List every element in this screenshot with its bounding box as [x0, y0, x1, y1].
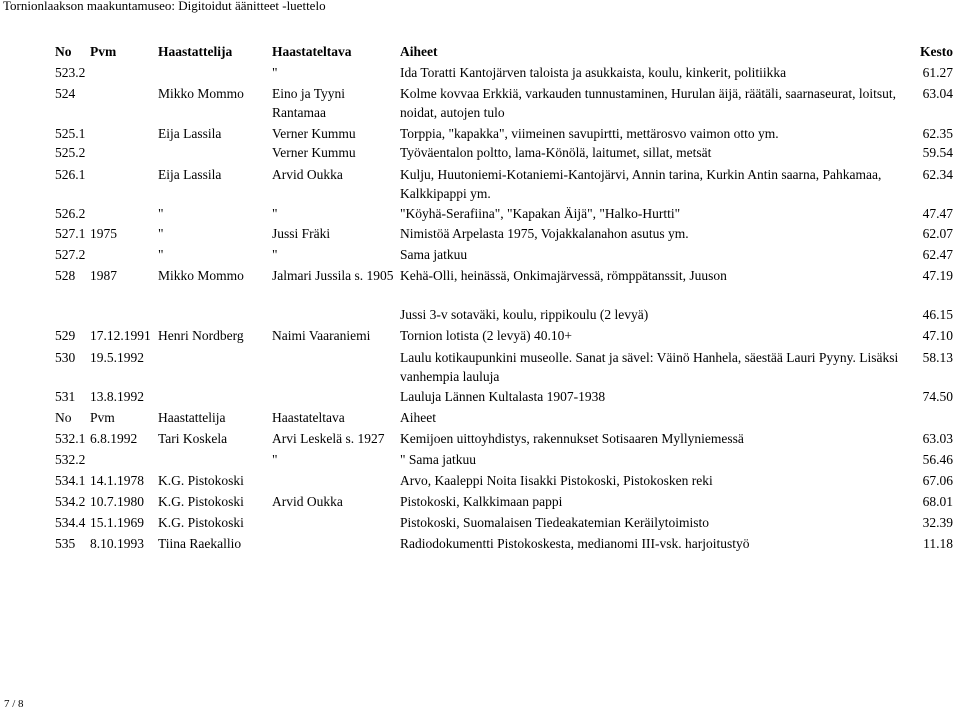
- cell-kesto: 63.03: [922, 431, 953, 446]
- document-title: Tornionlaakson maakuntamuseo: Digitoidut äänitteet -luettelo: [3, 0, 326, 13]
- cell-no: 527.2: [55, 247, 86, 262]
- cell-haastateltava: Jalmari Jussila s. 1905: [272, 268, 394, 283]
- cell-aiheet: Kulju, Huutoniemi-Kotaniemi-Kantojärvi, Annin tarina, Kurkin Antin saarna, Pahkamaa, Kalkkipappi ym.: [400, 167, 882, 201]
- cell-kesto: 62.35: [922, 126, 953, 141]
- cell-haastattelija: ": [158, 247, 164, 262]
- cell-haastattelija: ": [158, 206, 164, 221]
- cell-aiheet: Lauluja Lännen Kultalasta 1907-1938: [400, 389, 606, 404]
- cell-kesto: 61.27: [922, 65, 953, 80]
- cell-no: 525.2: [55, 145, 86, 160]
- cell-haastattelija: Mikko Mommo: [158, 86, 244, 101]
- cell-haastateltava: Arvid Oukka: [272, 167, 343, 182]
- cell-haastateltava: ": [272, 65, 278, 80]
- cell-haastattelija: ": [158, 226, 164, 241]
- cell-no: 524: [55, 86, 76, 101]
- cell-haastateltava: Arvid Oukka: [272, 494, 343, 509]
- cell-haastateltava: Eino ja Tyyni Rantamaa: [272, 86, 346, 120]
- cell-aiheet: Kemijoen uittoyhdistys, rakennukset Sotisaaren Myllyniemessä: [400, 431, 744, 446]
- cell-no: 529: [55, 328, 76, 343]
- cell-no: 534.2: [55, 494, 86, 509]
- cell-haastattelija: Mikko Mommo: [158, 268, 244, 283]
- cell-haastattelija: Tari Koskela: [158, 431, 228, 446]
- subheader-no: No: [55, 410, 72, 425]
- cell-haastateltava: Verner Kummu: [272, 145, 356, 160]
- cell-haastattelija: Eija Lassila: [158, 167, 222, 182]
- cell-no: 526.2: [55, 206, 86, 221]
- cell-no: 532.1: [55, 431, 86, 446]
- cell-pvm: 13.8.1992: [90, 389, 144, 404]
- cell-pvm: 19.5.1992: [90, 350, 144, 365]
- cell-aiheet: Sama jatkuu: [400, 247, 468, 262]
- cell-kesto: 47.47: [922, 206, 953, 221]
- cell-haastattelija: Tiina Raekallio: [158, 536, 242, 551]
- header-haastattelija: Haastattelija: [158, 44, 233, 59]
- cell-kesto: 11.18: [923, 536, 953, 551]
- cell-no: 523.2: [55, 65, 86, 80]
- cell-kesto: 59.54: [922, 145, 953, 160]
- page-number: 7 / 8: [4, 698, 24, 710]
- cell-aiheet: "Köyhä-Serafiina", "Kapakan Äijä", "Halko-Hurtti": [400, 206, 681, 221]
- subheader-aiheet: Aiheet: [400, 410, 436, 425]
- cell-aiheet: Ida Toratti Kantojärven taloista ja asukkaista, koulu, kinkerit, politiikka: [400, 65, 787, 80]
- cell-haastattelija: K.G. Pistokoski: [158, 494, 244, 509]
- cell-no: 526.1: [55, 167, 86, 182]
- cell-no: 530: [55, 350, 76, 365]
- cell-haastattelija: K.G. Pistokoski: [158, 473, 244, 488]
- cell-no: 534.4: [55, 515, 86, 530]
- cell-pvm: 10.7.1980: [90, 494, 144, 509]
- cell-kesto: 62.07: [922, 226, 953, 241]
- cell-aiheet: Pistokoski, Suomalaisen Tiedeakatemian Keräilytoimisto: [400, 515, 709, 530]
- cell-kesto: 32.39: [922, 515, 953, 530]
- cell-no: 535: [55, 536, 76, 551]
- subheader-haastateltava: Haastateltava: [272, 410, 345, 425]
- header-aiheet: Aiheet: [400, 44, 438, 59]
- subheader-pvm: Pvm: [90, 410, 115, 425]
- cell-no: 531: [55, 389, 76, 404]
- cell-aiheet: Työväentalon poltto, lama-Könölä, laitumet, sillat, metsät: [400, 145, 712, 160]
- cell-kesto: 46.15: [922, 307, 953, 322]
- cell-kesto: 56.46: [922, 452, 953, 467]
- cell-aiheet: Radiodokumentti Pistokoskesta, medianomi III-vsk. harjoitustyö: [400, 536, 750, 551]
- cell-aiheet: Kehä-Olli, heinässä, Onkimajärvessä, römppätanssit, Juuson: [400, 268, 727, 283]
- cell-haastattelija: Eija Lassila: [158, 126, 222, 141]
- cell-kesto: 47.10: [922, 328, 953, 343]
- subheader-haastattelija: Haastattelija: [158, 410, 226, 425]
- cell-no: 528: [55, 268, 76, 283]
- cell-aiheet: Pistokoski, Kalkkimaan pappi: [400, 494, 563, 509]
- cell-haastateltava: ": [272, 452, 278, 467]
- header-no: No: [55, 44, 72, 59]
- cell-kesto: 74.50: [922, 389, 953, 404]
- cell-haastattelija: Henri Nordberg: [158, 328, 244, 343]
- cell-haastateltava: Jussi Fräki: [272, 226, 331, 241]
- cell-pvm: 1987: [90, 268, 117, 283]
- cell-haastateltava: Verner Kummu: [272, 126, 356, 141]
- cell-haastateltava: Arvi Leskelä s. 1927: [272, 431, 385, 446]
- cell-haastateltava: ": [272, 206, 278, 221]
- cell-pvm: 6.8.1992: [90, 431, 138, 446]
- cell-kesto: 68.01: [922, 494, 953, 509]
- cell-aiheet: Nimistöä Arpelasta 1975, Vojakkalanahon asutus ym.: [400, 226, 689, 241]
- cell-aiheet: Torppia, "kapakka", viimeinen savupirtti, mettärosvo vaimon otto ym.: [400, 126, 779, 141]
- header-kesto: Kesto: [920, 44, 953, 59]
- cell-pvm: 14.1.1978: [90, 473, 144, 488]
- cell-pvm: 1975: [90, 226, 117, 241]
- cell-haastateltava: Naimi Vaaraniemi: [272, 328, 371, 343]
- cell-kesto: 58.13: [922, 350, 953, 365]
- cell-kesto: 63.04: [922, 86, 953, 101]
- header-haastateltava: Haastateltava: [272, 44, 352, 59]
- cell-aiheet: Tornion lotista (2 levyä) 40.10+: [400, 328, 573, 343]
- cell-pvm: 8.10.1993: [90, 536, 144, 551]
- cell-haastateltava: ": [272, 247, 278, 262]
- cell-kesto: 67.06: [922, 473, 953, 488]
- cell-aiheet: Arvo, Kaaleppi Noita Iisakki Pistokoski, Pistokosken reki: [400, 473, 713, 488]
- cell-no: 532.2: [55, 452, 86, 467]
- cell-haastattelija: K.G. Pistokoski: [158, 515, 244, 530]
- cell-no: 525.1: [55, 126, 86, 141]
- cell-kesto: 47.19: [922, 268, 953, 283]
- cell-no: 534.1: [55, 473, 86, 488]
- cell-aiheet: Jussi 3-v sotaväki, koulu, rippikoulu (2 levyä): [400, 307, 649, 322]
- cell-aiheet: Kolme kovvaa Erkkiä, varkauden tunnustaminen, Hurulan äijä, räätäli, saarnaseurat, loitsut, noidat, autojen tulo: [400, 86, 896, 120]
- cell-kesto: 62.34: [922, 167, 953, 182]
- header-pvm: Pvm: [90, 44, 117, 59]
- cell-kesto: 62.47: [922, 247, 953, 262]
- cell-no: 527.1: [55, 226, 86, 241]
- cell-aiheet: Laulu kotikaupunkini museolle. Sanat ja sävel: Väinö Hanhela, säestää Lauri Pyyny. Lisäksi vanhempia lauluja: [400, 350, 899, 384]
- cell-pvm: 17.12.1991: [90, 328, 151, 343]
- cell-aiheet: " Sama jatkuu: [400, 452, 476, 467]
- cell-pvm: 15.1.1969: [90, 515, 144, 530]
